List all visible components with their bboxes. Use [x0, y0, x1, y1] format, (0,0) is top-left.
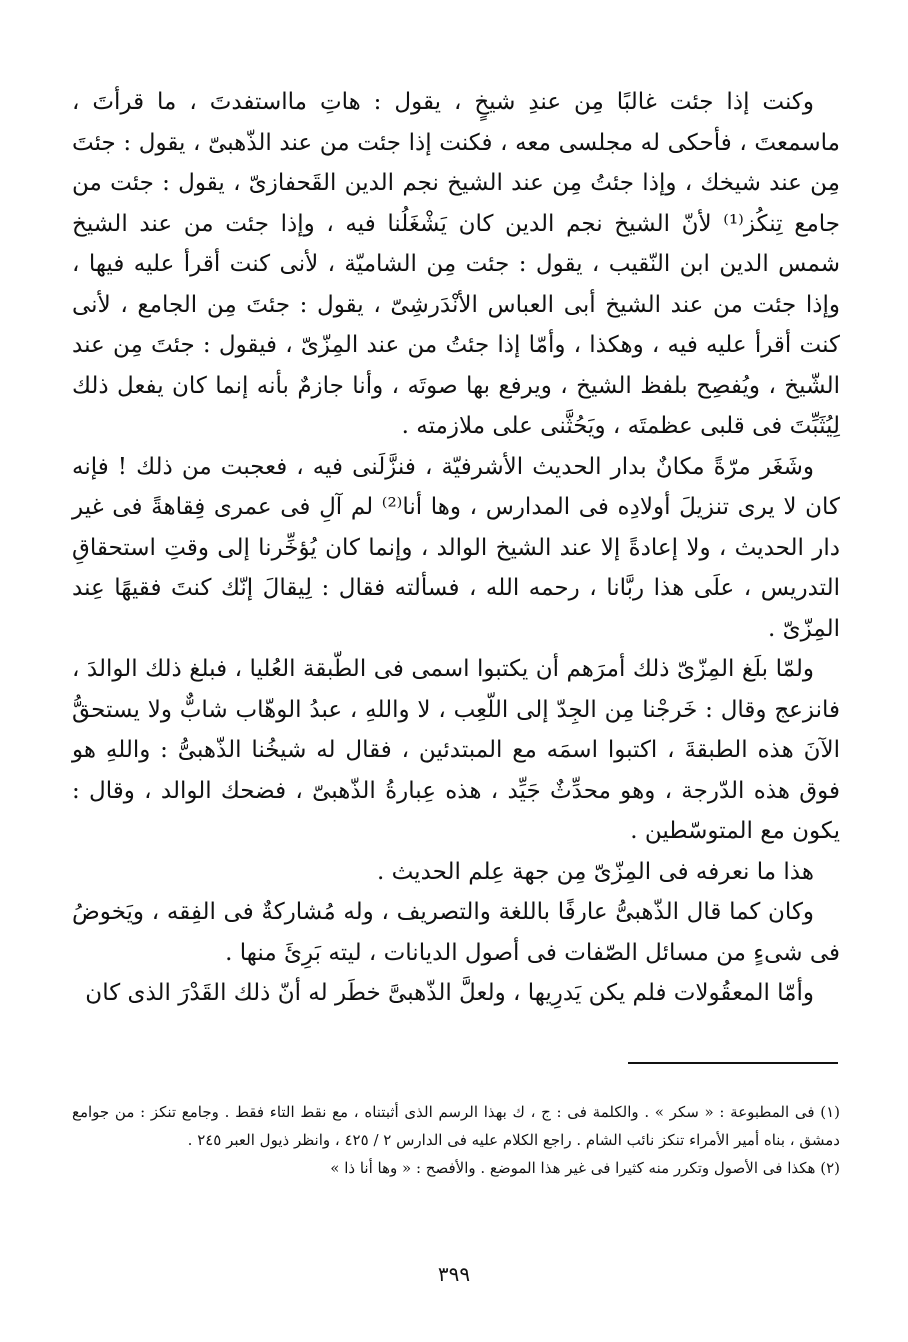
main-text-body: [72, 82, 840, 1014]
footnote-divider: [628, 1062, 838, 1064]
paragraph-2: وشَغَر مرّةً مكانٌ بدار الحديث الأشرفيّة ، فنزَّلَنى فيه ، فعجبت من ذلك ! فإنه كان لا يرى تنزيلَ أولادِه فى المدارس ، وها أنا⁽²⁾ لم آلِ فى عمرى فِقاهةً فى غير دار الحديث ، ولا إعادةً إلا عند الشيخ الوالد ، وإنما كان يُؤخِّرنا إلى وقتِ استحقاقِ التدريس ، علَى هذا ربَّانا ، رحمه الله ، فسألته فقال : لِيقالَ إنّك كنتَ فقيهًا عِند المِزّىّ .: [72, 453, 840, 642]
footnote-1: (١) فى المطبوعة : « سكر » . والكلمة فى : ج ، ك بهذا الرسم الذى أثبتناه ، مع نقط التاء فقط . وجامع تنكز : من جوامع دمشق ، بناه أمير الأمراء تنكز نائب الشام . راجع الكلام عليه فى الدارس ٢ / ٤٢٥ ، وانظر ذيول العبر ٢٤٥ .: [72, 1103, 840, 1149]
page-number: ٣٩٩: [437, 1262, 471, 1286]
paragraph-3: ولمّا بلَغ المِزّىّ ذلك أمرَهم أن يكتبوا اسمى فى الطّبقة العُليا ، فبلغ ذلك الوالدَ ، فانزعج وقال : خَرجْنا مِن الجِدّ إلى اللّعِب ، لا واللهِ ، عبدُ الوهّاب شابٌّ ولا يستحقُّ الآنَ هذه الطبقةَ ، اكتبوا اسمَه مع المبتدئين ، فقال له شيخُنا الذّهبىُّ : واللهِ هو فوق هذه الدّرجة ، وهو محدِّثٌ جَيِّد ، هذه عِبارةُ الذّهبىّ ، فضحك الوالد ، وقال : يكون مع المتوسّطين .: [72, 656, 840, 844]
paragraph-1: وكنت إذا جئت غالبًا مِن عندِ شيخٍ ، يقول : هاتِ مااستفدتَ ، ما قرأتَ ، ماسمعتَ ، فأحكى له مجلسى معه ، فكنت إذا جئت من عند الذّهبىّ ، يقول : جئتَ مِن عند شيخك ، وإذا جئتُ مِن عند الشيخ نجم الدين القَحفازىّ ، يقول : جئت من جامع تِنكُز⁽¹⁾ لأنّ الشيخ نجم الدين كان يَشْغَلُنا فيه ، وإذا جئت من عند الشيخ شمس الدين ابن النّقيب ، يقول : جئت مِن الشاميّة ، لأنى كنت أقرأ عليه فيها ، وإذا جئت من عند الشيخ أبى العباس الأنْدَرشِىّ ، يقول : جئتَ مِن الجامع ، لأنى كنت أقرأ عليه فيه ، وهكذا ، وأمّا إذا جئتُ من عند المِزّىّ ، فيقول : جئتَ مِن عند الشّيخ ، ويُفصِح بلفظ الشيخ ، ويرفع بها صوتَه ، وأنا جازمٌ بأنه إنما كان يفعل ذلك لِيُثَبِّتَ فى قلبى عظمتَه ، ويَحُثَّنى على ملازمته .: [72, 89, 840, 439]
paragraph-4: هذا ما نعرفه فى المِزّىّ مِن جهة عِلم الحديث .: [376, 858, 814, 885]
paragraph-5: وكان كما قال الذّهبىُّ عارفًا باللغة والتصريف ، وله مُشاركةٌ فى الفِقه ، ويَخوضُ فى شىءٍ من مسائل الصّفات فى أصول الديانات ، ليته بَرِئَ منها .: [72, 899, 840, 966]
footnotes: [72, 1098, 840, 1182]
paragraph-6: وأمّا المعقُولات فلم يكن يَدرِيها ، ولعلَّ الذّهبىَّ خطَر له أنّ ذلك القَدْرَ الذى كان: [85, 980, 814, 1006]
footnote-2: (٢) هكذا فى الأصول وتكرر منه كثيرا فى غير هذا الموضع . والأفصح : « وها أنا ذا »: [330, 1159, 840, 1177]
